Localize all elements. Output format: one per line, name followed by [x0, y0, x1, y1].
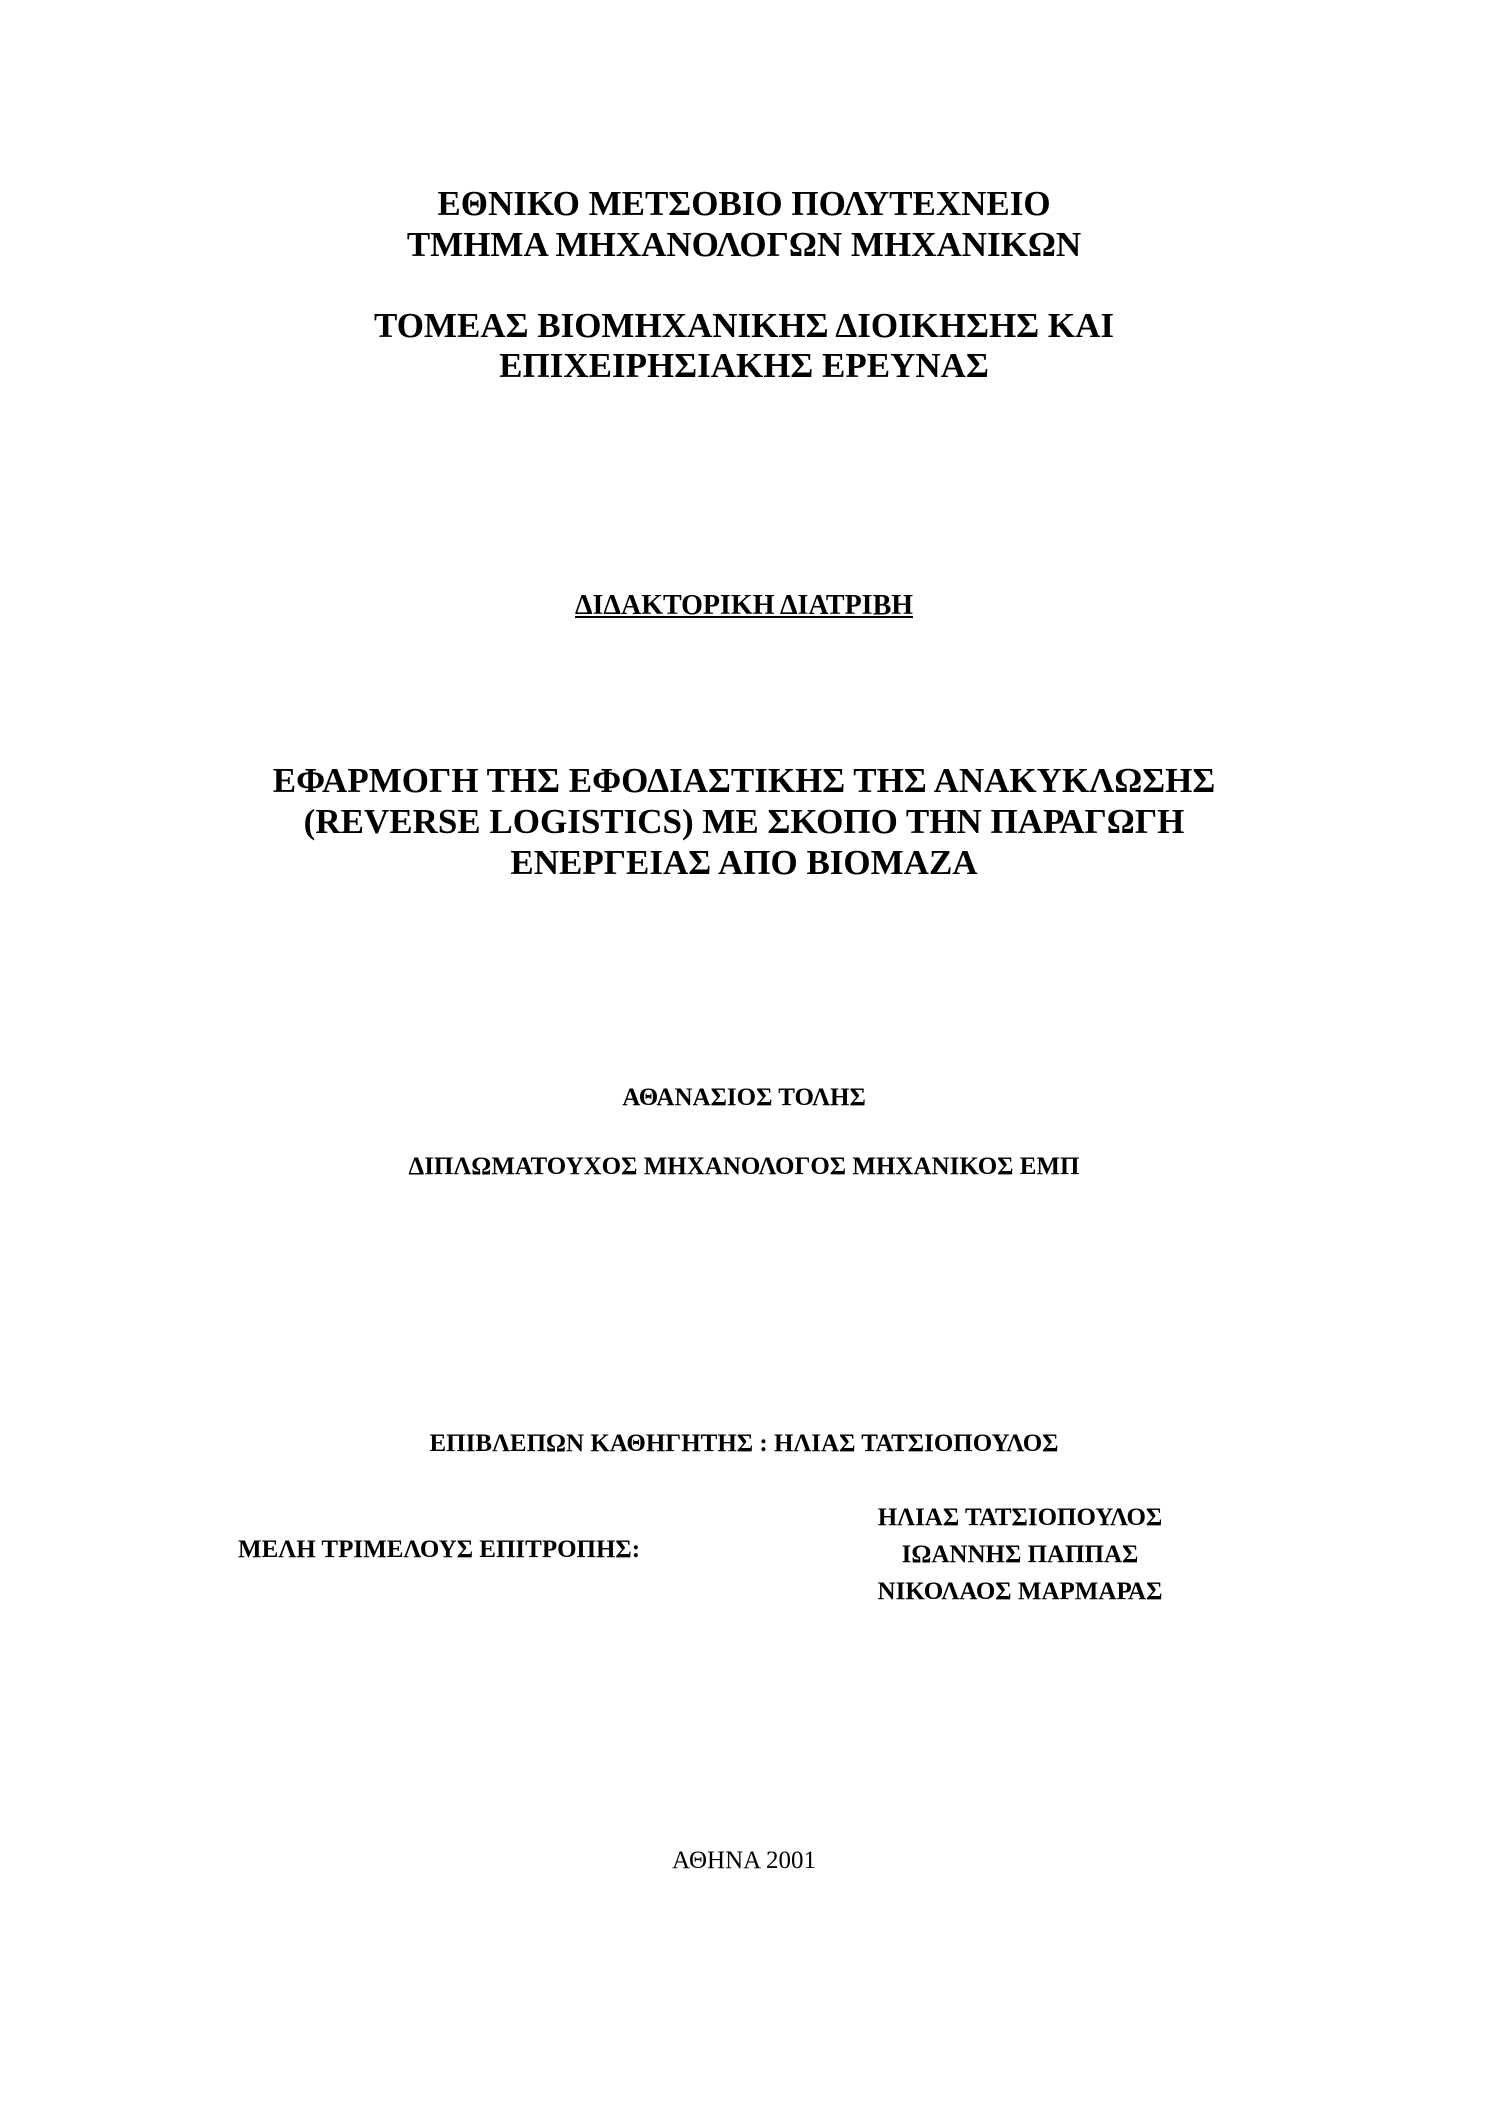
- thesis-title-line3: ΕΝΕΡΓΕΙΑΣ ΑΠΟ ΒΙΟΜΑΖΑ: [510, 843, 978, 882]
- thesis-title-line1: ΕΦΑΡΜΟΓΗ ΤΗΣ ΕΦΟΔΙΑΣΤΙΚΗΣ ΤΗΣ ΑΝΑΚΥΚΛΩΣΗΣ: [272, 761, 1216, 800]
- author-name: ΑΘΑΝΑΣΙΟΣ ΤΟΛΗΣ: [622, 1084, 866, 1111]
- committee-members: [820, 1499, 1220, 1610]
- thesis-title-line2: (REVERSE LOGISTICS) ΜΕ ΣΚΟΠΟ ΤΗΝ ΠΑΡΑΓΩΓΗ: [303, 802, 1185, 841]
- university-name: ΕΘΝΙΚΟ ΜΕΤΣΟΒΙΟ ΠΟΛΥΤΕΧΝΕΙΟ: [437, 184, 1051, 223]
- supervisor-line: ΕΠΙΒΛΕΠΩΝ ΚΑΘΗΓΗΤΗΣ : ΗΛΙΑΣ ΤΑΤΣΙΟΠΟΥΛΟΣ: [429, 1430, 1059, 1457]
- committee-label: ΜΕΛΗ ΤΡΙΜΕΛΟΥΣ ΕΠΙΤΡΟΠΗΣ:: [238, 1536, 641, 1563]
- place-date: ΑΘΗΝΑ 2001: [671, 1847, 817, 1874]
- author-qualification: ΔΙΠΛΩΜΑΤΟΥΧΟΣ ΜΗΧΑΝΟΛΟΓΟΣ ΜΗΧΑΝΙΚΟΣ ΕΜΠ: [408, 1153, 1080, 1180]
- committee-member: ΙΩΑΝΝΗΣ ΠΑΠΠΑΣ: [901, 1541, 1139, 1568]
- committee-member: ΝΙΚΟΛΑΟΣ ΜΑΡΜΑΡΑΣ: [877, 1578, 1163, 1605]
- document-type: ΔΙΔΑΚΤΟΡΙΚΗ ΔΙΑΤΡΙΒΗ: [574, 590, 914, 621]
- sector-name-line2: ΕΠΙΧΕΙΡΗΣΙΑΚΗΣ ΕΡΕΥΝΑΣ: [499, 346, 989, 385]
- department-name: ΤΜΗΜΑ ΜΗΧΑΝΟΛΟΓΩΝ ΜΗΧΑΝΙΚΩΝ: [406, 225, 1082, 264]
- sector-name-line1: ΤΟΜΕΑΣ ΒΙΟΜΗΧΑΝΙΚΗΣ ΔΙΟΙΚΗΣΗΣ ΚΑΙ: [374, 306, 1114, 345]
- committee-member: ΗΛΙΑΣ ΤΑΤΣΙΟΠΟΥΛΟΣ: [877, 1504, 1163, 1531]
